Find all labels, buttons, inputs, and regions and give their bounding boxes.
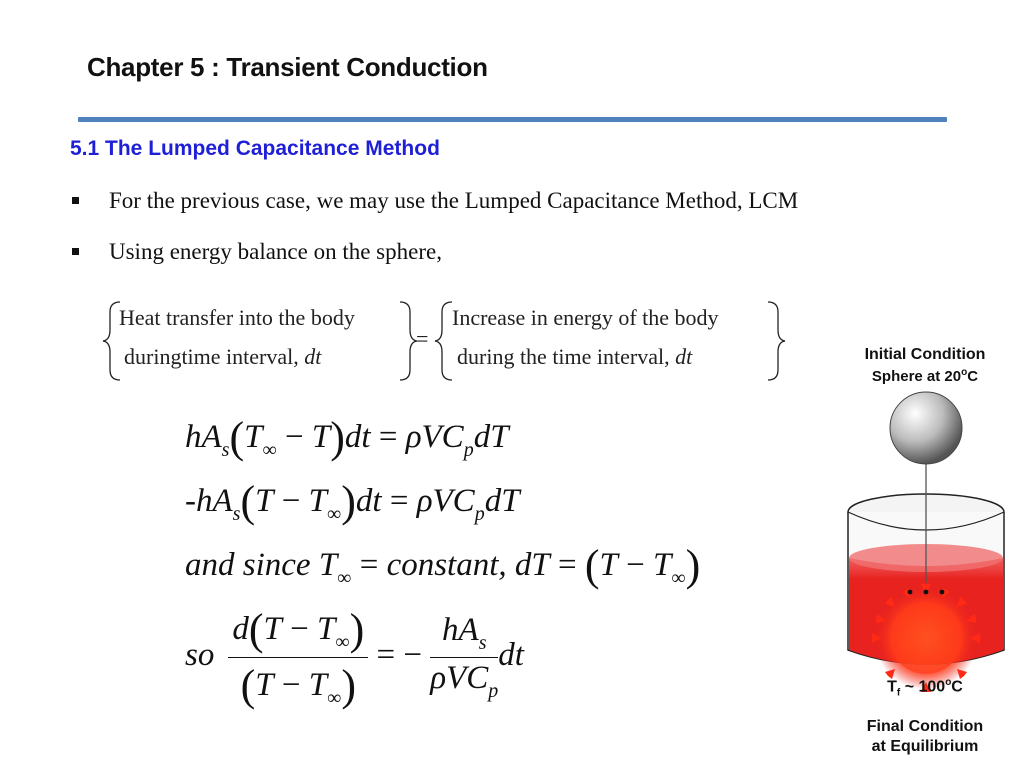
beaker-illustration <box>840 388 1010 708</box>
equation-3: and since $T_\infty$ = constant, dT = $(T - T_\infty)$ <box>185 541 701 590</box>
word-eq-right-line2: during the time interval, dt <box>457 344 693 369</box>
fraction-left: $\frac{d(T - T_\infty)}{(T - T_\infty)}$ <box>228 604 368 711</box>
initial-condition-label: Initial Condition <box>864 346 986 363</box>
section-heading: 5.1 The Lumped Capacitance Method <box>70 137 440 160</box>
equation-4: so $\frac{d(T - T_\infty)}{(T - T_\infty)}$ = − $\frac{hA_s}{\rho VC_p}$ dt <box>185 605 524 710</box>
word-eq-equals: = <box>416 326 429 351</box>
title-divider <box>78 117 947 122</box>
final-temp-label: $T_f$ ~ 100$^o$C <box>887 677 963 699</box>
word-eq-right-line1: Increase in energy of the body <box>452 305 719 330</box>
sphere-bath-figure <box>840 340 1010 760</box>
word-eq-left-line2: duringtime interval, dt <box>124 344 322 369</box>
bullet-text: Using energy balance on the sphere, <box>109 239 442 264</box>
final-condition-label: Final Condition <box>866 718 984 735</box>
initial-temp-label: Sphere at 20$^o$C <box>871 367 979 385</box>
square-bullet-icon <box>72 248 79 255</box>
equation-1: $hA_s(T_\infty - T)dt = \rho VC_pdT$ <box>185 413 509 462</box>
word-equation <box>100 296 790 386</box>
fraction-right: $\frac{hA_s}{\rho VC_p}$ <box>430 612 499 702</box>
sphere-icon <box>890 392 962 464</box>
equation-2: $-hA_s(T - T_\infty)dt = \rho VC_pdT$ <box>185 477 520 526</box>
bullet-text: For the previous case, we may use the Lumped Capacitance Method, LCM <box>109 188 799 213</box>
square-bullet-icon <box>72 197 79 204</box>
word-eq-left-line1: Heat transfer into the body <box>119 305 355 330</box>
slide-title: Chapter 5 : Transient Conduction <box>87 52 488 82</box>
equilibrium-label: at Equilibrium <box>871 738 979 755</box>
